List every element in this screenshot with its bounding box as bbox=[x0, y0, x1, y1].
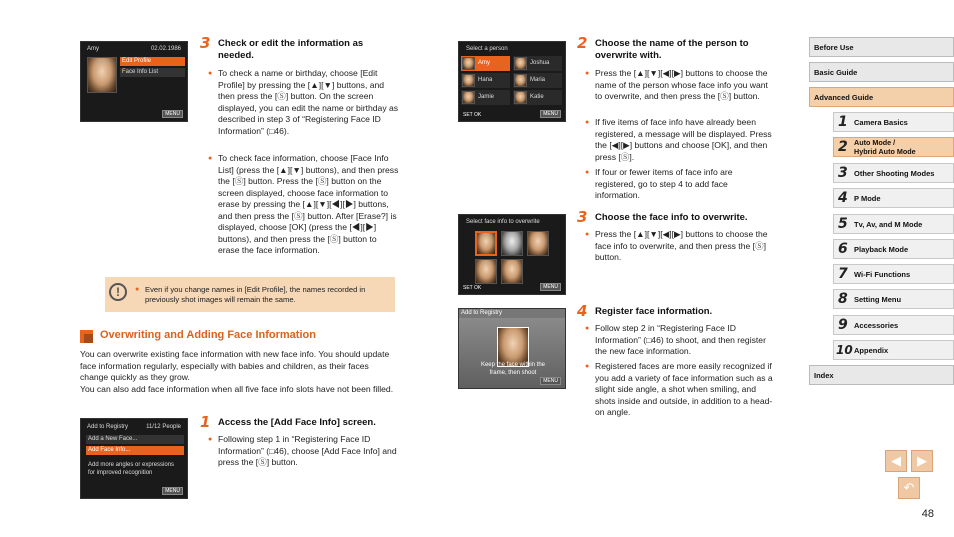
chapter-number: 4 bbox=[838, 190, 848, 206]
menu-tag: MENU bbox=[162, 487, 183, 495]
page-number: 48 bbox=[921, 508, 934, 520]
person-jamie[interactable] bbox=[461, 90, 510, 105]
registry-hint: Keep the face within the frame, then shoot bbox=[480, 362, 546, 376]
step-bullet: ● Follow step 2 in “Registering Face ID Information” (□46) to shoot, and then register the new face information. bbox=[585, 323, 775, 358]
step-number: 1 bbox=[200, 413, 211, 431]
step-title: Access the [Add Face Info] screen. bbox=[218, 417, 376, 428]
caution-icon: ! bbox=[109, 283, 127, 301]
add-face-title: Add to Registry bbox=[87, 424, 129, 430]
nav-chapter-10[interactable] bbox=[833, 340, 954, 360]
nav-chapter-1[interactable] bbox=[833, 112, 954, 132]
step-bullet: ● Following step 1 in “Registering Face ID Information” (□46), choose [Add Face Info] and press the [Ⓢ] button. bbox=[208, 434, 400, 469]
nav-index[interactable]: Index bbox=[809, 365, 954, 385]
set-ok-tag: SET OK bbox=[463, 285, 482, 291]
step-bullet: ● Press the [▲][▼][◀][▶] buttons to choose the name of the person whose face info you want to overwrite, and then press the [Ⓢ] button. bbox=[585, 68, 775, 103]
person-face bbox=[514, 57, 527, 70]
step-bullet: ● Press the [▲][▼][◀][▶] buttons to choose the face info to overwrite, and then press the [Ⓢ] button. bbox=[585, 229, 775, 264]
nav-advanced-guide[interactable]: Advanced Guide bbox=[809, 87, 954, 107]
menu-tag: MENU bbox=[540, 110, 561, 118]
nav-basic-guide[interactable]: Basic Guide bbox=[809, 62, 954, 82]
set-ok-tag: SET OK bbox=[463, 112, 482, 118]
menu-face-info-list[interactable]: Face Info List bbox=[120, 68, 185, 77]
person-name: Katie bbox=[530, 94, 544, 100]
chapter-number: 9 bbox=[838, 317, 848, 333]
screen-registry bbox=[458, 308, 566, 389]
chapter-label: Wi-Fi Functions bbox=[854, 270, 911, 279]
nav-chapter-9[interactable] bbox=[833, 315, 954, 335]
screen-select-person bbox=[458, 41, 566, 122]
person-katie[interactable] bbox=[513, 90, 562, 105]
step-title: Choose the name of the person to overwrite with. bbox=[595, 38, 749, 61]
person-name: Joshua bbox=[530, 60, 550, 66]
prev-page-icon[interactable]: ◀ bbox=[885, 450, 907, 472]
add-face-count: 11/12 People bbox=[146, 424, 181, 430]
nav-chapter-6[interactable] bbox=[833, 239, 954, 259]
person-name: Hana bbox=[478, 77, 493, 83]
face-info-3[interactable] bbox=[527, 231, 549, 256]
nav-chapter-3[interactable] bbox=[833, 163, 954, 183]
chapter-label: Accessories bbox=[854, 321, 899, 330]
intro-paragraph: You can overwrite existing face information with new face info. You should update face information regularly, especially with babies and children, as their faces change quickly as they grow. bbox=[80, 349, 390, 382]
step-title: Choose the face info to overwrite. bbox=[595, 212, 748, 223]
chapter-number: 6 bbox=[838, 241, 848, 257]
nav-chapter-4[interactable] bbox=[833, 188, 954, 208]
chapter-label-line1: Auto Mode / bbox=[854, 138, 896, 147]
face-info-4[interactable] bbox=[475, 259, 497, 284]
chapter-number: 5 bbox=[838, 216, 848, 232]
nav-chapter-2[interactable] bbox=[833, 137, 954, 157]
profile-date: 02.02.1986 bbox=[150, 46, 181, 52]
face-info-1[interactable] bbox=[475, 231, 497, 256]
add-face-desc: Add more angles or expressions for improved recognition bbox=[88, 462, 175, 476]
person-face bbox=[514, 91, 527, 104]
step-number: 2 bbox=[577, 34, 588, 52]
person-joshua[interactable] bbox=[513, 56, 562, 71]
screen-select-face-info bbox=[458, 214, 566, 295]
section-icon bbox=[80, 330, 93, 343]
chapter-label: Playback Mode bbox=[854, 245, 909, 254]
chapter-label: Camera Basics bbox=[854, 118, 908, 127]
menu-tag: MENU bbox=[162, 110, 183, 118]
chapter-label: Other Shooting Modes bbox=[854, 169, 935, 178]
chapter-label: Appendix bbox=[854, 346, 889, 355]
nav-chapter-8[interactable] bbox=[833, 289, 954, 309]
back-icon[interactable]: ↶ bbox=[898, 477, 920, 499]
select-person-title: Select a person bbox=[466, 46, 508, 52]
note-text: ● Even if you change names in [Edit Profile], the names recorded in previously shot images will remain the same. bbox=[135, 285, 387, 305]
step-number: 4 bbox=[577, 302, 588, 320]
person-maria[interactable] bbox=[513, 73, 562, 88]
registry-title: Add to Registry bbox=[461, 310, 503, 316]
person-name: Jamie bbox=[478, 94, 495, 100]
step-bullet: ● To check face information, choose [Face Info List] (press the [▲][▼] buttons), and then press the [Ⓢ] button. Press the [Ⓢ] button on the screen displayed, choose face information to erase by pressing the [▲][▼][◀][▶] buttons, and then press the [Ⓢ] button. After [Erase?] is displayed, choose [OK] (press the [◀][▶] buttons), and then press the [Ⓢ] button to erase the face information. bbox=[208, 153, 400, 257]
chapter-number: 10 bbox=[836, 343, 853, 357]
select-face-title: Select face info to overwrite bbox=[466, 219, 540, 225]
step-bullet: ● If four or fewer items of face info are registered, go to step 4 to add face information. bbox=[585, 167, 775, 202]
chapter-label bbox=[854, 139, 916, 156]
step-bullet: ● If five items of face info have already been registered, a message will be displayed. Press the [◀][▶] buttons and choose [OK], and then press [Ⓢ]. bbox=[585, 117, 775, 163]
chapter-label: Setting Menu bbox=[854, 295, 902, 304]
chapter-number: 2 bbox=[838, 139, 848, 155]
menu-edit-profile[interactable]: Edit Profile bbox=[120, 57, 185, 66]
intro-paragraph-2: You can also add face information when all five face info slots have not been filled. bbox=[80, 384, 394, 394]
step-number: 3 bbox=[577, 208, 588, 226]
person-amy[interactable] bbox=[461, 56, 510, 71]
person-face bbox=[462, 74, 475, 87]
chapter-number: 8 bbox=[838, 291, 848, 307]
caution-note bbox=[105, 277, 395, 312]
step-bullet: ● To check a name or birthday, choose [Edit Profile] by pressing the [▲][▼] buttons, and then press the [Ⓢ] button. On the screen displayed, you can edit the name or birthday as described in step 3 of “Registering Face ID Information” (□46). bbox=[208, 68, 400, 137]
person-grid bbox=[461, 56, 563, 108]
person-face bbox=[462, 57, 475, 70]
chapter-number: 3 bbox=[838, 165, 848, 181]
screen-add-face bbox=[80, 418, 188, 499]
next-page-icon[interactable]: ▶ bbox=[911, 450, 933, 472]
person-face bbox=[462, 91, 475, 104]
profile-photo bbox=[87, 57, 117, 93]
step-bullet: ● Registered faces are more easily recognized if you add a variety of face information such as a slight side angle, a shot when smiling, and shots inside and outside, in addition to a head-on angle. bbox=[585, 361, 775, 419]
step-title: Check or edit the information as needed. bbox=[218, 38, 364, 61]
menu-add-face-info[interactable]: Add Face Info... bbox=[86, 446, 184, 455]
nav-chapter-7[interactable] bbox=[833, 264, 954, 284]
screen-profile bbox=[80, 41, 188, 122]
nav-before-use[interactable]: Before Use bbox=[809, 37, 954, 57]
step-title: Register face information. bbox=[595, 306, 713, 317]
chapter-number: 1 bbox=[838, 114, 848, 130]
chapter-label: Tv, Av, and M Mode bbox=[854, 220, 923, 229]
nav-chapter-5[interactable] bbox=[833, 214, 954, 234]
chapter-label: P Mode bbox=[854, 194, 881, 203]
face-info-2[interactable] bbox=[501, 231, 523, 256]
person-name: Maria bbox=[530, 77, 546, 83]
menu-add-new-face[interactable]: Add a New Face... bbox=[86, 435, 184, 444]
profile-name: Amy bbox=[87, 46, 99, 52]
face-info-5[interactable] bbox=[501, 259, 523, 284]
chapter-number: 7 bbox=[838, 266, 848, 282]
person-hana[interactable] bbox=[461, 73, 510, 88]
section-title: Overwriting and Adding Face Information bbox=[100, 329, 316, 341]
person-name: Amy bbox=[478, 60, 490, 66]
chapter-label-line2: Hybrid Auto Mode bbox=[854, 146, 916, 156]
step-number: 3 bbox=[200, 34, 211, 52]
person-face bbox=[514, 74, 527, 87]
menu-tag: MENU bbox=[540, 283, 561, 291]
menu-tag: MENU bbox=[540, 377, 561, 385]
